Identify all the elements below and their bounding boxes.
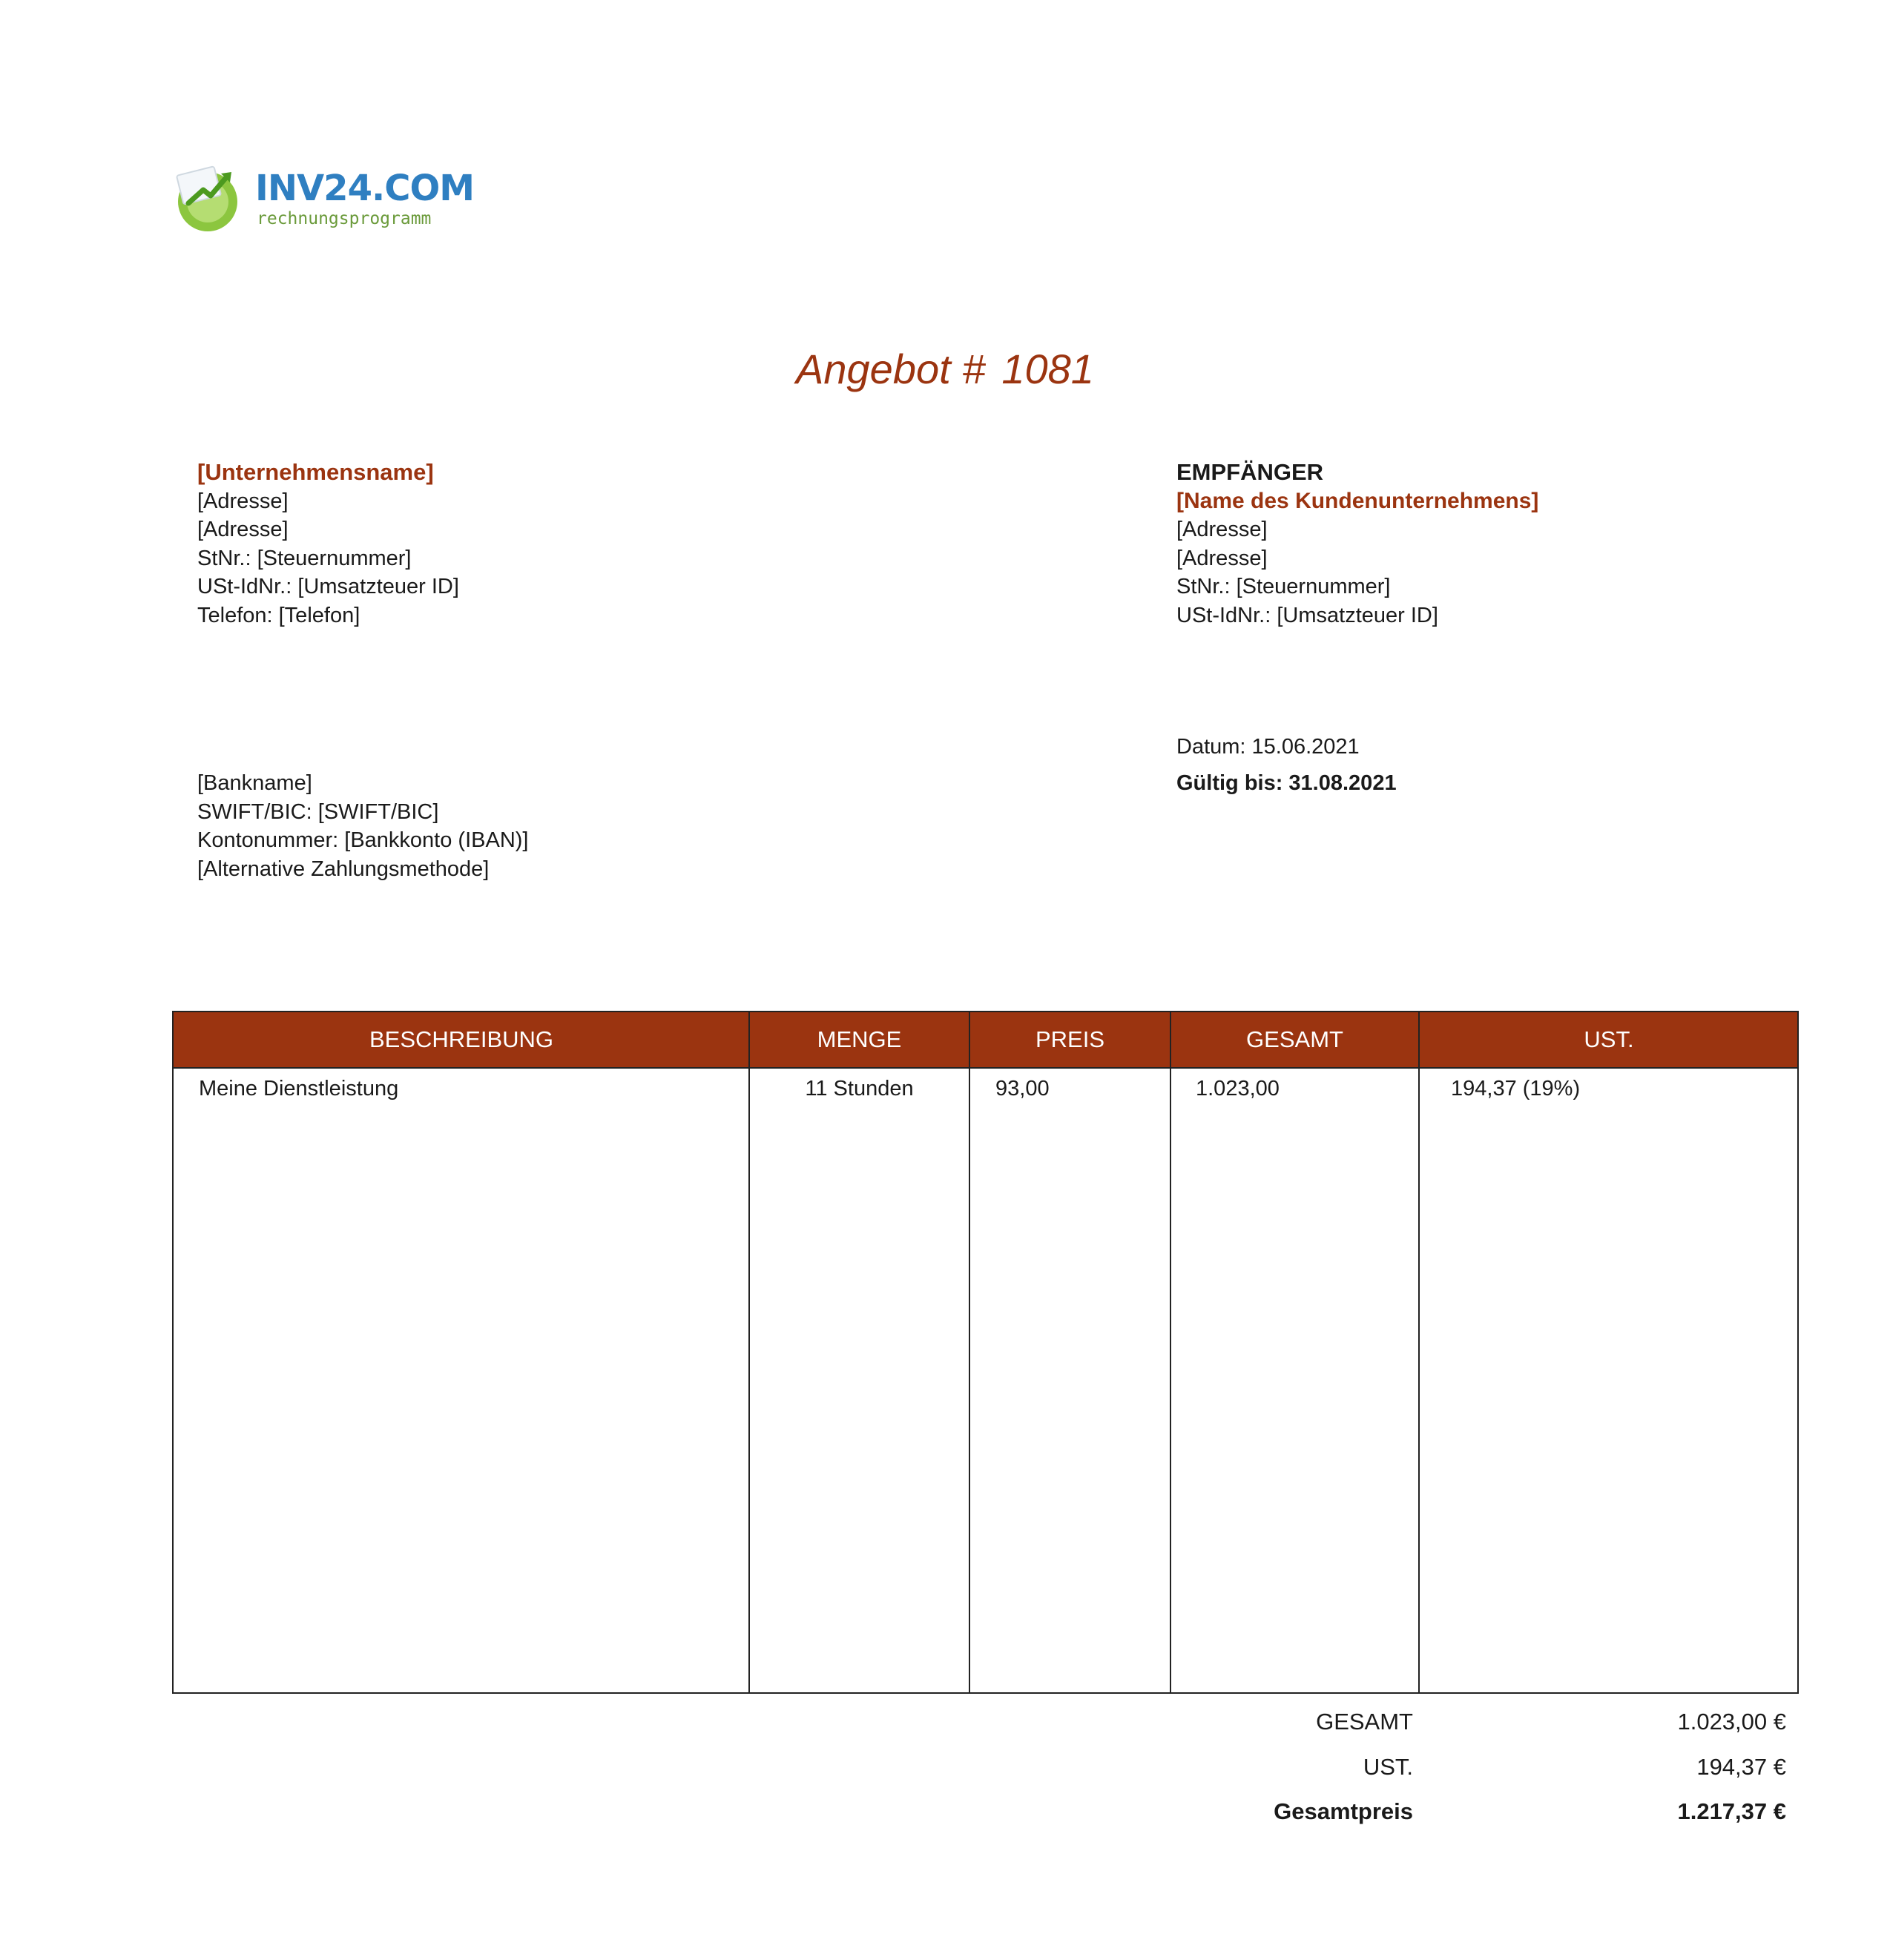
bank-line: Kontonummer: [Bankkonto (IBAN)]: [197, 828, 529, 852]
logo-title: INV24.COM: [255, 168, 475, 209]
grand-total-label: Gesamtpreis: [1274, 1798, 1413, 1824]
sender-line: StNr.: [Steuernummer]: [197, 546, 412, 570]
column-divider: [1418, 1012, 1420, 1692]
valid-until-date: Gültig bis: 31.08.2021: [1176, 771, 1397, 795]
vat-value: 194,37 €: [1696, 1754, 1786, 1780]
recipient-line: [Adresse]: [1176, 518, 1268, 541]
company-logo: [172, 160, 475, 234]
column-divider: [1170, 1012, 1171, 1692]
sender-address: [197, 458, 459, 630]
vat-label: UST.: [1363, 1754, 1413, 1780]
issue-date: Datum: 15.06.2021: [1176, 735, 1360, 759]
recipient-line: [Adresse]: [1176, 546, 1268, 570]
sender-line: USt-IdNr.: [Umsatzteuer ID]: [197, 575, 459, 598]
bank-details: [197, 769, 528, 883]
sender-line: [Adresse]: [197, 518, 289, 541]
title-prefix: Angebot #: [796, 346, 986, 392]
sender-line: [Adresse]: [197, 489, 289, 513]
table-header: [174, 1012, 1797, 1069]
document-title: [0, 345, 1890, 393]
cell-quantity: 11 Stunden: [805, 1077, 914, 1101]
cell-description: Meine Dienstleistung: [199, 1077, 399, 1101]
subtotal-value: 1.023,00 €: [1677, 1709, 1786, 1735]
column-divider: [748, 1012, 750, 1692]
recipient-heading: EMPFÄNGER: [1176, 459, 1324, 485]
bank-line: SWIFT/BIC: [SWIFT/BIC]: [197, 799, 439, 824]
header-total: GESAMT: [1246, 1026, 1343, 1052]
header-vat: UST.: [1584, 1026, 1634, 1052]
recipient-line: StNr.: [Steuernummer]: [1176, 575, 1391, 598]
items-table: [172, 1011, 1799, 1694]
subtotal-label: GESAMT: [1316, 1709, 1413, 1735]
inv24-logo-icon: [172, 160, 246, 234]
sender-company: [Unternehmensname]: [197, 459, 434, 485]
document-dates: [1176, 733, 1397, 797]
bank-line: [Bankname]: [197, 771, 312, 795]
column-divider: [969, 1012, 970, 1692]
header-quantity: MENGE: [817, 1026, 902, 1052]
document-number: 1081: [1001, 346, 1094, 392]
header-description: BESCHREIBUNG: [369, 1026, 554, 1052]
recipient-address: [1176, 458, 1538, 630]
cell-vat: 194,37 (19%): [1451, 1077, 1581, 1101]
cell-total: 1.023,00: [1196, 1077, 1280, 1101]
recipient-line: USt-IdNr.: [Umsatzteuer ID]: [1176, 603, 1438, 627]
cell-price: 93,00: [995, 1077, 1050, 1101]
header-price: PREIS: [1035, 1026, 1105, 1052]
grand-total-value: 1.217,37 €: [1677, 1798, 1786, 1824]
recipient-company: [Name des Kundenunternehmens]: [1176, 488, 1539, 513]
logo-subtitle: rechnungsprogramm: [257, 209, 432, 228]
sender-line: Telefon: [Telefon]: [197, 603, 360, 627]
bank-line: [Alternative Zahlungsmethode]: [197, 857, 490, 881]
